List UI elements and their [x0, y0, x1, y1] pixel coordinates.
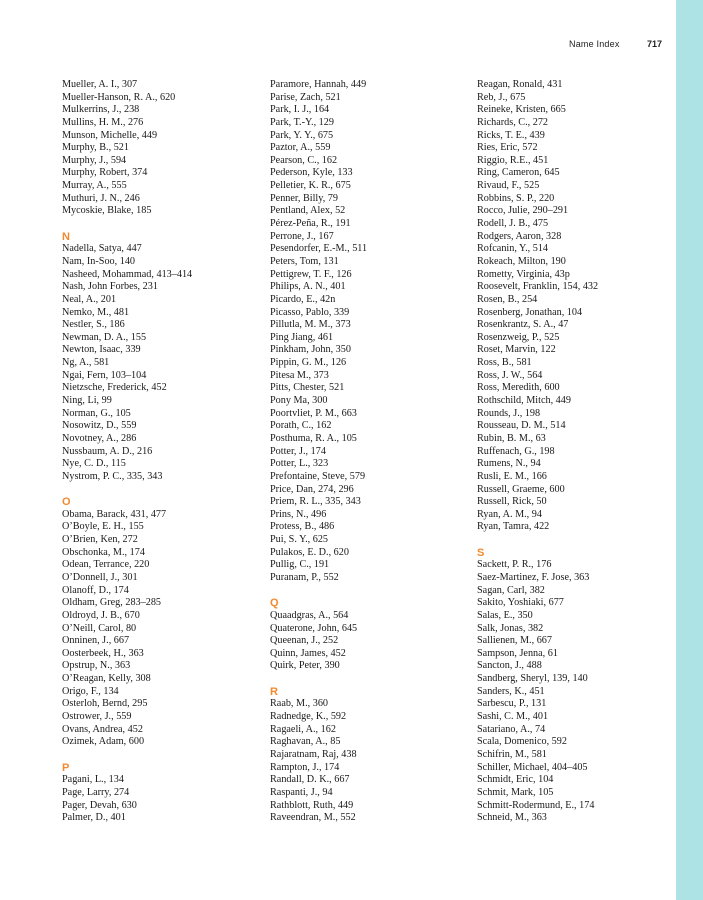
index-entry: Nasheed, Mohammad, 413–414 — [62, 268, 193, 280]
index-entry: Priem, R. L., 335, 343 — [270, 496, 361, 508]
index-entry: Quinn, James, 452 — [270, 647, 346, 659]
index-entry: Satariano, A., 74 — [477, 723, 546, 735]
index-entry: Ragaeli, A., 162 — [270, 723, 336, 735]
index-entry: Rajaratnam, Raj, 438 — [270, 748, 357, 760]
index-entry: Pederson, Kyle, 133 — [270, 167, 353, 179]
index-entry: Protess, B., 486 — [270, 521, 335, 533]
index-entry: Saez-Martinez, F. Jose, 363 — [477, 571, 590, 583]
index-entry: Ostrower, J., 559 — [62, 711, 132, 723]
index-entry: Ryan, Tamra, 422 — [477, 521, 550, 533]
index-entry: Muthuri, J. N., 246 — [62, 192, 140, 204]
index-entry: Ricks, T. E., 439 — [477, 129, 545, 141]
letter-heading: O — [62, 496, 71, 509]
letter-heading: P — [62, 761, 70, 774]
index-entry: Rosen, B., 254 — [477, 293, 538, 305]
index-letter-group — [477, 547, 682, 825]
index-entry: Oldham, Greg, 283–285 — [62, 597, 162, 609]
index-entry: Ross, J. W., 564 — [477, 369, 543, 381]
index-entry: Ning, Li, 99 — [62, 395, 112, 407]
index-entry: Pérez-Peña, R., 191 — [270, 218, 351, 230]
index-entry: Oldroyd, J. B., 670 — [62, 609, 140, 621]
index-entry: Munson, Michelle, 449 — [62, 129, 158, 141]
index-entry: Sandberg, Sheryl, 139, 140 — [477, 673, 588, 685]
index-entry: Ozimek, Adam, 600 — [62, 736, 145, 748]
index-entry: Nestler, S., 186 — [62, 319, 125, 331]
index-entry: O’Brien, Ken, 272 — [62, 534, 138, 546]
index-entry: Schiller, Michael, 404–405 — [477, 761, 588, 773]
index-entry: Posthuma, R. A., 105 — [270, 432, 357, 444]
index-entry: Nosowitz, D., 559 — [62, 420, 137, 432]
index-letter-group — [270, 79, 475, 585]
index-letter-group — [62, 231, 267, 484]
index-entry: Potter, J., 174 — [270, 445, 326, 457]
index-entry: Schmit, Mark, 105 — [477, 786, 554, 798]
index-entry: Scala, Domenico, 592 — [477, 736, 567, 748]
index-entry: Schneid, M., 363 — [477, 812, 547, 824]
index-entry: Rusli, E. M., 166 — [477, 470, 547, 482]
index-entry: Raveendran, M., 552 — [270, 812, 356, 824]
index-entry: Mullins, H. M., 276 — [62, 116, 144, 128]
index-entry: Obama, Barack, 431, 477 — [62, 508, 167, 520]
index-entry: O’Donnell, J., 301 — [62, 571, 138, 583]
index-entry: Pelletier, K. R., 675 — [270, 180, 351, 192]
index-entry: Richards, C., 272 — [477, 116, 549, 128]
index-entry: Russell, Graeme, 600 — [477, 483, 565, 495]
index-entry: Norman, G., 105 — [62, 407, 131, 419]
index-entry: Quaadgras, A., 564 — [270, 609, 349, 621]
letter-heading: Q — [270, 597, 279, 610]
index-letter-group — [270, 686, 475, 825]
index-entry: Raab, M., 360 — [270, 698, 329, 710]
index-entry: Salas, E., 350 — [477, 609, 533, 621]
index-entry: Olanoff, D., 174 — [62, 584, 129, 596]
index-entry: Sancton, J., 488 — [477, 660, 542, 672]
index-entry: Nietzsche, Frederick, 452 — [62, 382, 167, 394]
index-entry: Roosevelt, Franklin, 154, 432 — [477, 281, 599, 293]
index-letter-group — [62, 496, 267, 749]
index-entry: Perrone, J., 167 — [270, 230, 334, 242]
index-entry: Rothschild, Mitch, 449 — [477, 395, 571, 407]
index-entry: Reagan, Ronald, 431 — [477, 79, 563, 90]
index-entry: Sashi, C. M., 401 — [477, 711, 549, 723]
index-entry: Rodell, J. B., 475 — [477, 218, 549, 230]
index-entry: Nemko, M., 481 — [62, 306, 130, 318]
index-entry: Pettigrew, T. F., 126 — [270, 268, 352, 280]
index-entry: Newman, D. A., 155 — [62, 331, 147, 343]
index-column-2 — [270, 79, 475, 825]
index-entry: Ngai, Fern, 103–104 — [62, 369, 147, 381]
index-entry: Oosterbeek, H., 363 — [62, 647, 144, 659]
page-number: 717 — [647, 39, 663, 49]
index-entry: Onninen, J., 667 — [62, 635, 130, 647]
index-entry: Picasso, Pablo, 339 — [270, 306, 350, 318]
index-letter-group — [477, 79, 682, 534]
index-entry: Picardo, E., 42n — [270, 293, 336, 305]
index-entry: Paramore, Hannah, 449 — [270, 79, 367, 90]
index-column-3 — [477, 79, 682, 825]
letter-heading: R — [270, 685, 278, 698]
index-entry: Mycoskie, Blake, 185 — [62, 205, 152, 217]
index-entry: Palmer, D., 401 — [62, 812, 126, 824]
index-entry: Rosenzweig, P., 525 — [477, 331, 560, 343]
index-entry: Riggio, R.E., 451 — [477, 154, 549, 166]
index-entry: Ring, Cameron, 645 — [477, 167, 560, 179]
index-entry: Newton, Isaac, 339 — [62, 344, 141, 356]
index-column-1 — [62, 79, 267, 825]
index-entry: Ross, B., 581 — [477, 357, 532, 369]
index-entry: Quaterone, John, 645 — [270, 622, 358, 634]
index-entry: Pager, Devah, 630 — [62, 799, 137, 811]
index-entry: Pesendorfer, E.-M., 511 — [270, 243, 368, 255]
index-entry: Ries, Eric, 572 — [477, 142, 538, 154]
index-entry: Nye, C. D., 115 — [62, 458, 126, 470]
index-entry: Queenan, J., 252 — [270, 635, 339, 647]
index-entry: Schifrin, M., 581 — [477, 748, 547, 760]
index-entry: Reineke, Kristen, 665 — [477, 104, 566, 116]
index-entry: Randall, D. K., 667 — [270, 774, 350, 786]
index-entry: Murray, A., 555 — [62, 180, 127, 192]
index-entry: Pui, S. Y., 625 — [270, 534, 329, 546]
index-entry: Park, T.-Y., 129 — [270, 116, 334, 128]
index-entry: Rosenberg, Jonathan, 104 — [477, 306, 583, 318]
index-letter-group — [270, 597, 475, 673]
index-entry: Opstrup, N., 363 — [62, 660, 131, 672]
index-entry: Pitts, Chester, 521 — [270, 382, 345, 394]
index-entry: Pippin, G. M., 126 — [270, 357, 347, 369]
index-entry: Russell, Rick, 50 — [477, 496, 547, 508]
running-header-title: Name Index — [569, 39, 620, 49]
index-entry: Murphy, J., 594 — [62, 154, 127, 166]
index-entry: Philips, A. N., 401 — [270, 281, 346, 293]
index-entry: Sackett, P. R., 176 — [477, 559, 552, 571]
index-entry: Puranam, P., 552 — [270, 571, 339, 583]
index-entry: Sallienen, M., 667 — [477, 635, 552, 647]
index-entry: Rocco, Julie, 290–291 — [477, 205, 569, 217]
index-entry: Rousseau, D. M., 514 — [477, 420, 566, 432]
index-entry: Sampson, Jenna, 61 — [477, 647, 558, 659]
index-entry: Rivaud, F., 525 — [477, 180, 540, 192]
index-entry: Sakito, Yoshiaki, 677 — [477, 597, 564, 609]
index-entry: Schmidt, Eric, 104 — [477, 774, 554, 786]
index-entry: Paztor, A., 559 — [270, 142, 331, 154]
index-entry: Robbins, S. P., 220 — [477, 192, 555, 204]
index-entry: Neal, A., 201 — [62, 293, 117, 305]
index-entry: Mulkerrins, J., 238 — [62, 104, 140, 116]
index-entry: Origo, F., 134 — [62, 685, 119, 697]
index-entry: Nussbaum, A. D., 216 — [62, 445, 153, 457]
index-entry: Price, Dan, 274, 296 — [270, 483, 354, 495]
index-entry: Obschonka, M., 174 — [62, 546, 145, 558]
index-entry: Rosenkrantz, S. A., 47 — [477, 319, 569, 331]
index-entry: Pony Ma, 300 — [270, 395, 328, 407]
index-entry: Parise, Zach, 521 — [270, 91, 341, 103]
index-entry: Ping Jiang, 461 — [270, 331, 334, 343]
index-entry: Pagani, L., 134 — [62, 774, 124, 786]
index-entry: Poortvliet, P. M., 663 — [270, 407, 357, 419]
index-entry: Sarbescu, P., 131 — [477, 698, 547, 710]
index-entry: Porath, C., 162 — [270, 420, 332, 432]
index-entry: Pillutla, M. M., 373 — [270, 319, 351, 331]
index-entry: Rokeach, Milton, 190 — [477, 255, 566, 267]
index-entry: Nash, John Forbes, 231 — [62, 281, 158, 293]
index-entry: Roset, Marvin, 122 — [477, 344, 556, 356]
index-entry: Mueller, A. I., 307 — [62, 79, 138, 90]
index-entry: Sanders, K., 451 — [477, 685, 545, 697]
index-entry: Novotney, A., 286 — [62, 432, 137, 444]
index-entry: Pulakos, E. D., 620 — [270, 546, 349, 558]
index-entry: O’Neill, Carol, 80 — [62, 622, 137, 634]
index-entry: Potter, L., 323 — [270, 458, 329, 470]
index-entry: Prefontaine, Steve, 579 — [270, 470, 366, 482]
index-entry: Rometty, Virginia, 43p — [477, 268, 570, 280]
index-entry: Pearson, C., 162 — [270, 154, 338, 166]
index-entry: Park, Y. Y., 675 — [270, 129, 334, 141]
index-entry: Radnedge, K., 592 — [270, 711, 347, 723]
index-entry: Ruffenach, G., 198 — [477, 445, 555, 457]
index-entry: Raspanti, J., 94 — [270, 786, 333, 798]
index-entry: Rumens, N., 94 — [477, 458, 541, 470]
index-entry: Odean, Terrance, 220 — [62, 559, 150, 571]
index-entry: Rubin, B. M., 63 — [477, 432, 546, 444]
index-entry: Murphy, Robert, 374 — [62, 167, 148, 179]
index-entry: Salk, Jonas, 382 — [477, 622, 544, 634]
index-entry: Pitesa M., 373 — [270, 369, 329, 381]
index-entry: Rodgers, Aaron, 328 — [477, 230, 562, 242]
index-entry: Schmitt-Rodermund, E., 174 — [477, 799, 595, 811]
index-entry: Prins, N., 496 — [270, 508, 327, 520]
index-entry: Pullig, C., 191 — [270, 559, 330, 571]
index-entry: Sagan, Carl, 382 — [477, 584, 545, 596]
index-entry: Nadella, Satya, 447 — [62, 243, 142, 255]
letter-heading: S — [477, 546, 485, 559]
index-entry: Park, I. J., 164 — [270, 104, 330, 116]
index-entry: Rathblott, Ruth, 449 — [270, 799, 354, 811]
index-entry: Raghavan, A., 85 — [270, 736, 341, 748]
index-letter-group — [62, 762, 267, 825]
index-entry: Ng, A., 581 — [62, 357, 110, 369]
index-entry: Reb, J., 675 — [477, 91, 526, 103]
index-entry: Ross, Meredith, 600 — [477, 382, 560, 394]
index-entry: Ryan, A. M., 94 — [477, 508, 542, 520]
index-entry: Murphy, B., 521 — [62, 142, 129, 154]
index-entry: Quirk, Peter, 390 — [270, 660, 340, 672]
index-entry: Penner, Billy, 79 — [270, 192, 338, 204]
index-entry: Peters, Tom, 131 — [270, 255, 339, 267]
index-entry: Rampton, J., 174 — [270, 761, 340, 773]
index-entry: O’Reagan, Kelly, 308 — [62, 673, 151, 685]
index-entry: Ovans, Andrea, 452 — [62, 723, 143, 735]
index-entry: Osterloh, Bernd, 295 — [62, 698, 148, 710]
index-entry: Rounds, J., 198 — [477, 407, 541, 419]
index-entry: Pinkham, John, 350 — [270, 344, 351, 356]
index-entry: Pentland, Alex, 52 — [270, 205, 346, 217]
letter-heading: N — [62, 230, 70, 243]
index-entry: O’Boyle, E. H., 155 — [62, 521, 144, 533]
index-entry: Nam, In-Soo, 140 — [62, 255, 136, 267]
index-entry: Mueller-Hanson, R. A., 620 — [62, 91, 176, 103]
index-entry: Page, Larry, 274 — [62, 786, 130, 798]
index-entry: Nystrom, P. C., 335, 343 — [62, 470, 163, 482]
index-letter-group — [62, 79, 267, 218]
index-entry: Rofcanin, Y., 514 — [477, 243, 549, 255]
